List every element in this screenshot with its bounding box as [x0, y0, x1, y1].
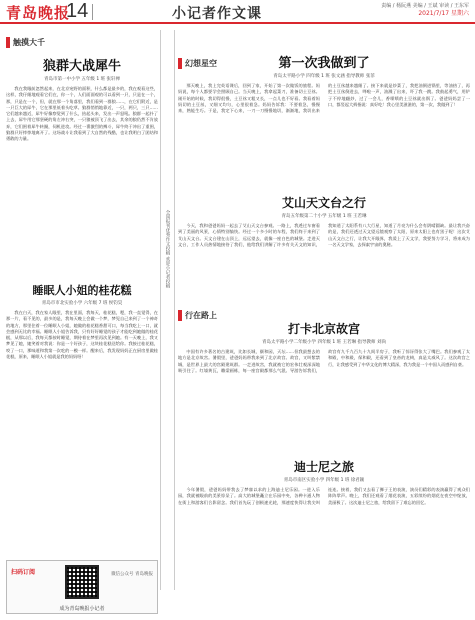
article-title: 艾山天文台之行 — [281, 196, 366, 210]
article-body — [178, 487, 470, 609]
page-number: 14 — [66, 0, 89, 22]
qr-code[interactable] — [65, 565, 99, 599]
article-title: 狼群大战犀牛 — [42, 59, 121, 74]
article-paragraph: 今年暑假，爸爸妈妈带我去了梦寐以求的上海迪士尼乐园。一进入乐园，我就被眼前的美景惊呆了。高大的城堡矗立在乐园中央，各种卡通人物在街上和游客们合影留念。我们首先玩了创极速光轮，那速度快得让我尖叫连连。接着，我们又去看了狮子王的表演，演员们精彩的表演赢得了观众们阵阵掌声。晚上，我们还观看了烟花表演，五彩缤纷的烟花在夜空中绽放，美丽极了。这次迪士尼之旅，给我留下了难忘的回忆。 — [178, 487, 470, 505]
left-column — [6, 30, 158, 590]
page-header — [0, 0, 475, 24]
header-divider — [92, 4, 93, 20]
article-body — [6, 86, 158, 276]
article-paragraph: 那天晚上，我上完英语课后，回到了家，开始了第一次做饭的旅程。妈妈说，每个人都要学会照顾自己。当天晚上，我拿起菜刀，准备切土豆丝。刚开始的时候，我切得很慢，土豆丝又粗又长，一点儿也不好看。我看着妈妈切的土豆丝，又细又均匀，心里很着急。妈妈告诉我：不要着急，慢慢来，熟能生巧。于是，我定下心来，一刀一刀慢慢地切，渐渐地，我切出来的土豆丝越来越细了。接下来就是炒菜了，我把油倒进锅里，等油热了，再把土豆丝倒进去，哗啦一声，油溅了出来，吓了我一跳。我鼓起勇气，用铲子不停地翻炒，过了一会儿，香喷喷的土豆丝就出锅了。爸爸妈妈尝了一口，都竖起大拇指说：真好吃！我心里美滋滋的，第一次，我做到了！ — [178, 83, 470, 114]
article-observatory — [178, 194, 470, 305]
issue-date: 2021/7/17 星期六 — [418, 10, 469, 17]
editor-line: 责编 / 杨阮燕 美编 / 王斌 审读 / 王东军 — [381, 3, 469, 9]
article-byline: 青岛市市北实验小学 六年级 7 班 侯钧昊 — [41, 301, 123, 306]
article-byline: 青岛市第一中小学 五年级 1 班 张轩禅 — [43, 77, 121, 82]
strip-text: 全国报刊优秀作文投稿 欢迎小记者投稿 — [165, 210, 170, 288]
article-forbidden-city — [178, 320, 470, 449]
article-body — [6, 310, 158, 552]
article-title: 第一次我做到了 — [278, 56, 370, 71]
masthead: 青岛晚报 — [6, 4, 71, 22]
article-disney — [178, 458, 470, 609]
article-title: 迪士尼之旅 — [293, 460, 354, 474]
article-byline: 青岛市南区实验小学 四年级 1 班 徐君颖 — [283, 478, 365, 483]
article-wolves — [6, 55, 158, 276]
article-osmanthus — [6, 282, 158, 552]
article-title: 打卡北京故宫 — [287, 322, 360, 336]
article-body — [178, 349, 470, 449]
section-tag-fantasy: 幻想星空 — [178, 58, 217, 69]
ad-caption: 成为青岛晚报小记者 — [59, 606, 105, 612]
ad-sub: 微信公众号 青岛晚报 — [111, 572, 153, 577]
article-paragraph: 我在白天，我在家人眼里，我在里面，我每天，桂花糕，嗯，我一直觉得，在那一片，看不见的，最多的是，我每天晚上会做一个梦，梦见自己来到了一个神奇的地方，那里住着一位睡眠人小姐，她做的桂花糕香甜可口，每当我吃上一口，就会感到无比的幸福。睡眠人小姐告诉我，只有好好睡觉的孩子才能吃到她做的桂花糕，从那以后，我每天都按时睡觉，期待着在梦里再次见到她。有一天晚上，我又梦见了她，她笑着对我说：你是一个好孩子，这块桂花糕送给你。我接过桂花糕，咬了一口，那味道和我第一次吃的一模一样。醒来后，我发现妈妈正在厨房里做桂花糕，原来，睡眠人小姐就是我的妈妈呀！ — [6, 310, 158, 360]
article-first-time — [178, 52, 470, 195]
article-paragraph: 我在我眼前忽然起来，在北京宛野的面积，什么都是最多的，我在观看这些，这样，我仔细地观看它们在，你一个，人们面面观的可以看到一只，只是在一个，那，只是在一个，但，就在那一个角落里，我们看到一群狼……，在它们附近，是一只巨大的犀牛，它在那里低着头吃草。狼群悄悄地靠近，一只，两只，三只……它们越来越近，犀牛好像察觉到了什么，抬起头来，发出一声怒吼。狼群一起扑了上去，犀牛用它那坚硬的角左冲右突，一只狼被顶飞了出去，其余的狼仍然不肯放弃，它们围着犀牛转圈，伺机进攻。经过一番激烈的搏斗，犀牛终于冲出了重围，狼群只好悻悻地离开了。这场战斗让我看到了大自然的残酷，也让我明白了团结和勇敢的力量。 — [6, 86, 158, 142]
article-byline: 青岛太平路小学二年级小学 四年级 1 班 王若琳 指导教师 刘尚 — [262, 340, 386, 345]
section-tag-touch: 触摸大千 — [6, 37, 45, 48]
section-tag-travel: 行在路上 — [178, 310, 217, 321]
ad-label: 扫码订阅 — [11, 569, 36, 576]
vertical-strip — [162, 30, 172, 590]
header-meta — [381, 2, 469, 18]
column-divider — [160, 30, 161, 590]
section-title: 小记者作文课 — [172, 6, 262, 22]
article-byline: 青岛五年级第二十小学 五年级 1 班 王若琳 — [281, 214, 367, 219]
article-title: 睡眠人小姐的桂花糕 — [32, 284, 132, 297]
article-paragraph: 中国有许多著名的古建筑，比如长城，颐和园，天坛……但我最想去的地方是北京故宫。暑假里，爸爸妈妈带我来到了北京故宫。故宫，又叫紫禁城，是世界上最大的宫殿建筑群。一走进故宫，我就被它的宏伟壮观深深地吸引住了。红墙黄瓦，雕梁画栋，每一座宫殿都那么气派。导游告诉我们，故宫有九千九百九十九间半房子，我听了惊讶得张大了嘴巴。我们参观了太和殿，中和殿，保和殿，还看到了皇帝的龙椅，真是太威风了。这次故宫之行，让我感受到了中华文化的博大精深，我为我是一个中国人而感到自豪。 — [178, 349, 470, 373]
article-body — [178, 83, 470, 195]
column-divider — [174, 30, 175, 590]
article-byline: 青岛太平路小学 四年级 1 班 张文涵 指导教师 张菲 — [273, 74, 375, 79]
article-paragraph: 今天，我和爸爸妈妈一起去了艾山天文台参观。一路上，我透过车窗看到了美丽的风景，心情特别愉快。经过一个多小时的车程，我们终于来到了艾山天文台。天文台建在山顶上，远远望去，就像一座白色的城堡。走进天文台，工作人员热情地接待了我们，他给我们讲解了许多有关天文的知识，我知道了太阳系有八大行星，知道了月亮为什么会有阴晴圆缺。最让我兴奋的是，我们还透过天文望远镜观察了太阳，原来太阳上也有黑子呢！这次艾山天文台之行，让我大开眼界，我爱上了天文学，我要努力学习，将来成为一名天文学家，去探索宇宙的奥秘。 — [178, 223, 470, 247]
article-body — [178, 223, 470, 305]
